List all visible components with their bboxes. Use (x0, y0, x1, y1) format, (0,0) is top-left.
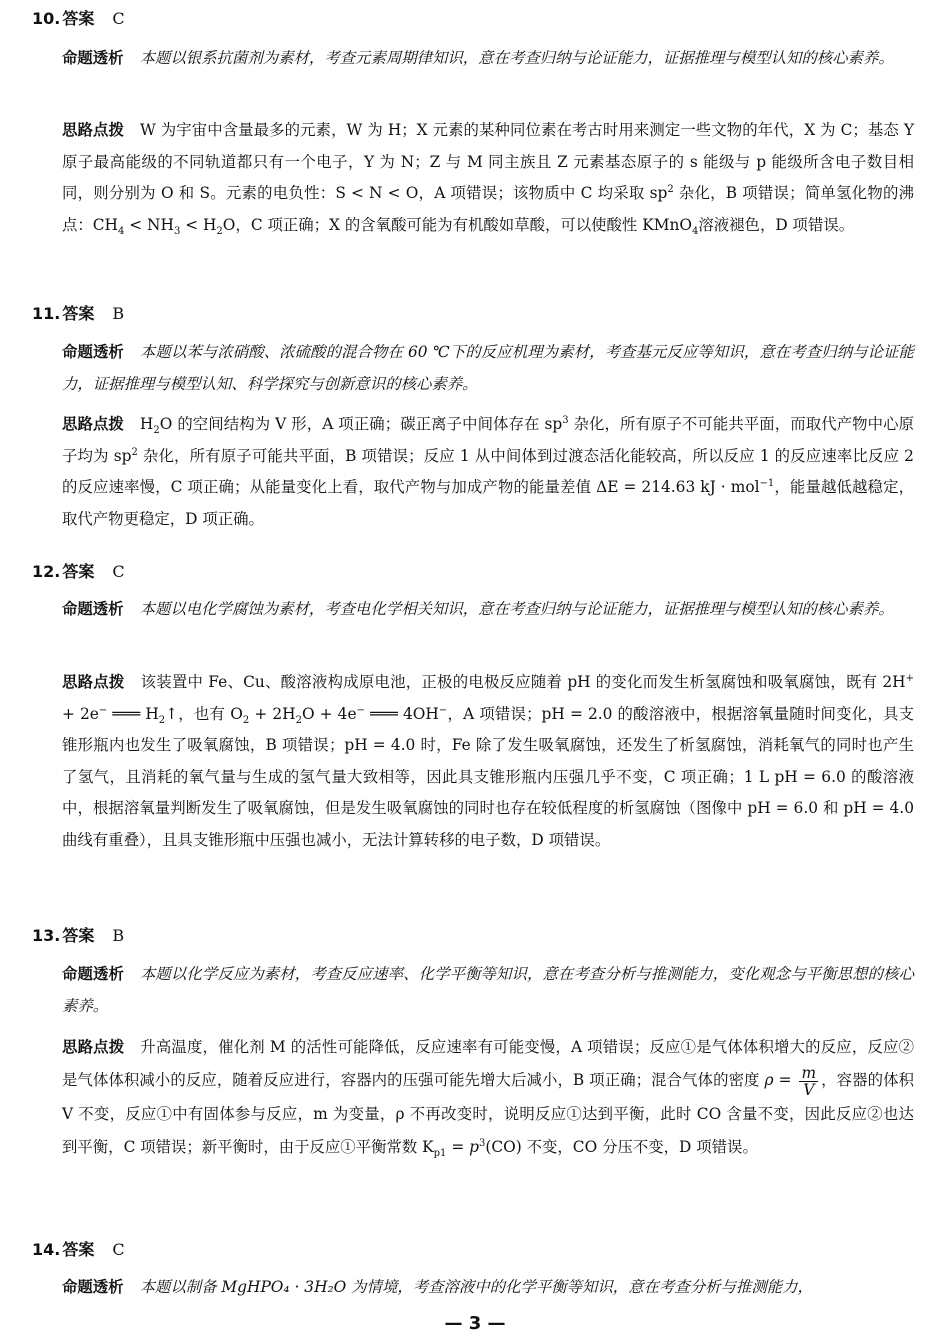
q11-silu: 思路点拨 $H_2O$ 的空间结构为 V 形，A 项正确；碳正离子中间体存在 $sp^3$ 杂化，所有原子不可能共平面，而取代产物中心原子均为 $sp^2$ 杂化，所有原子可能共平面，B 项错误；反应 1 从中间体到过渡态活化能较高，所以反应 1 的反应速率比反应 2 的反应速率慢，C 项正确；从能量变化上看，取代产物与加成产物的能量差值 ΔE = 214.63 kJ · mol$^{-1}$，能量越低越稳定，取代产物更稳定，D 项正确。 (62, 414, 914, 528)
q13-answer: B (112, 926, 125, 945)
density-fraction: $\frac{m}{V}$ (801, 1063, 817, 1099)
q13-toushi (62, 959, 914, 1022)
q11-silu-text-4: ，能量越低越稳定，取代产物更稳定，D 项正确。 (62, 478, 914, 528)
q11-toushi-label: 命题透析 (62, 343, 124, 361)
q12-heading (32, 562, 125, 582)
q14-toushi-text: 本题以制备 MgHPO₄ · 3H₂O 为情境，考查溶液中的化学平衡等知识，意在考查分析与推测能力， (139, 1278, 813, 1296)
q14-toushi (62, 1272, 914, 1304)
q12-silu-text-1: 该装置中 Fe、Cu、酸溶液构成原电池，正极的电极反应随着 pH 的变化而发生析氢腐蚀和吸氧腐蚀，既有 2H (140, 673, 906, 691)
q11-answer: B (112, 304, 125, 323)
q10-answer: C (112, 9, 125, 28)
q10-toushi-label: 命题透析 (62, 49, 124, 67)
q13-silu: 思路点拨 升高温度，催化剂 M 的活性可能降低，反应速率有可能变慢，A 项错误；反应①是气体体积增大的反应，反应②是气体体积减小的反应，随着反应进行，容器内的压强可能先增大后减小，B 项正确；混合气体的密度 ρ = $\frac{m}{V}$ ，容器的体积 V 不变，反应①中有固体参与反应，m 为变量，ρ 不再改变时，说明反应①达到平衡，此时 CO 含量不变，因此反应②也达到平衡，C 项错误；新平衡时，由于反应①平衡常数 $K_{p1} = p^3(CO)$ 不变，CO 分压不变，D 项错误。 (62, 1038, 914, 1159)
q11-heading (32, 304, 124, 324)
q10-silu-label: 思路点拨 (62, 121, 124, 139)
q14-toushi-label: 命题透析 (62, 1278, 124, 1296)
q12-silu: 思路点拨 该装置中 Fe、Cu、酸溶液构成原电池，正极的电极反应随着 pH 的变化而发生析氢腐蚀和吸氧腐蚀，既有 2H+ + 2e− ═══ $H_2↑$，也有 $O_2 + 2H_2O + 4e^-$ ═══ 4OH−，A 项错误；pH = 2.0 的酸溶液中，根据溶氧量随时间变化，具支锥形瓶内也发生了吸氧腐蚀，B 项错误；pH = 4.0 时，Fe 除了发生吸氧腐蚀，还发生了析氢腐蚀，消耗氧气的同时也产生了氢气，且消耗的氧气量与生成的氢气量大致相等，因此具支锥形瓶内压强几乎不变，C 项正确；1 L pH = 6.0 的酸溶液中，根据溶氧量判断发生了吸氧腐蚀，但是发生吸氧腐蚀的同时也存在较低程度的析氢腐蚀（图像中 pH = 6.0 和 pH = 4.0 曲线有重叠），且具支锥形瓶中压强也减小，无法计算转移的电子数，D 项错误。 (62, 672, 914, 849)
q10-silu-text-2: 杂化，B 项错误；简单氢化物的沸点：CH (62, 184, 914, 234)
q13-silu-label: 思路点拨 (62, 1038, 125, 1056)
q11-answer-label: 答案 (62, 304, 95, 323)
q12-toushi (62, 594, 914, 626)
q13-toushi-label: 命题透析 (62, 965, 124, 983)
q12-toushi-text: 本题以电化学腐蚀为素材，考查电化学相关知识，意在考查归纳与论证能力，证据推理与模型认知的核心素养。 (139, 600, 894, 618)
q10-number: 10. (32, 9, 61, 28)
q11-silu-text-1: O 的空间结构为 V 形，A 项正确；碳正离子中间体存在 sp (159, 415, 563, 433)
q12-answer: C (112, 562, 125, 581)
q13-heading (32, 926, 124, 946)
q14-answer: C (112, 1240, 125, 1259)
q10-heading (32, 9, 125, 29)
q10-silu-text-3: ，C 项正确；X 的含氧酸可能为有机酸如草酸，可以使酸性 KMnO (235, 215, 692, 234)
q11-number: 11. (32, 304, 61, 323)
q14-answer-label: 答案 (62, 1240, 95, 1259)
q10-answer-label: 答案 (62, 9, 95, 28)
q12-number: 12. (32, 562, 61, 581)
q12-toushi-label: 命题透析 (62, 600, 124, 618)
q10-silu: 思路点拨 W 为宇宙中含量最多的元素，W 为 H；X 元素的某种同位素在考古时用来测定一些文物的年代，X 为 C；基态 Y 原子最高能级的不同轨道都只有一个电子，Y 为 N；Z 与 M 同主族且 Z 元素基态原子的 s 能级与 p 能级所含电子数目相同，则分别为 O 和 S。元素的电负性：S < N < O，A 项错误；该物质中 C 均采取 $sp^2$ 杂化，B 项错误；简单氢化物的沸点：$CH_4 < NH_3 < H_2O$，C 项正确；X 的含氧酸可能为有机酸如草酸，可以使酸性 KMnO$_4$溶液褪色，D 项错误。 (62, 121, 914, 237)
q11-toushi (62, 337, 914, 400)
q13-silu-text-1: 升高温度，催化剂 M 的活性可能降低，反应速率有可能变慢，A 项错误；反应①是气体体积增大的反应，反应②是气体体积减小的反应，随着反应进行，容器内的压强可能先增大后减小，B 项正确；混合气体的密度 (62, 1038, 914, 1089)
q11-toushi-text: 本题以苯与浓硝酸、浓硫酸的混合物在 60 ℃下的反应机理为素材，考查基元反应等知识，意在考查归纳与论证能力，证据推理与模型认知、科学探究与创新意识的核心素养。 (62, 343, 914, 393)
q10-silu-text-1: W 为宇宙中含量最多的元素，W 为 H；X 元素的某种同位素在考古时用来测定一些文物的年代，X 为 C；基态 Y 原子最高能级的不同轨道都只有一个电子，Y 为 N；Z 与 M 同主族且 Z 元素基态原子的 s 能级与 p 能级所含电子数目相同，则分别为 O 和 S。元素的电负性：S < N < O，A 项错误；该物质中 C 均采取 sp (62, 121, 914, 202)
q11-silu-label: 思路点拨 (62, 415, 124, 433)
q10-silu-text-4: 溶液褪色，D 项错误。 (698, 215, 855, 234)
page-number: — 3 — (444, 1313, 506, 1334)
q12-silu-text-2: ，A 项错误；pH = 2.0 的酸溶液中，根据溶氧量随时间变化，具支锥形瓶内也发生了吸氧腐蚀，B 项错误；pH = 4.0 时，Fe 除了发生吸氧腐蚀，还发生了析氢腐蚀，消耗氧气的同时也产生了氢气，且消耗的氧气量与生成的氢气量大致相等，因此具支锥形瓶内压强几乎不变，C 项正确；1 L pH = 6.0 的酸溶液中，根据溶氧量判断发生了吸氧腐蚀，但是发生吸氧腐蚀的同时也存在较低程度的析氢腐蚀（图像中 pH = 6.0 和 pH = 4.0 曲线有重叠），且具支锥形瓶中压强也减小，无法计算转移的电子数，D 项错误。 (62, 704, 914, 849)
q12-silu-label: 思路点拨 (62, 673, 125, 691)
q14-heading (32, 1240, 125, 1260)
q11-silu-text-3: 杂化，所有原子可能共平面，B 项错误；反应 1 从中间体到过渡态活化能较高，所以反应 1 的反应速率比反应 2 的反应速率慢，C 项正确；从能量变化上看，取代产物与加成产物的能量差值 ΔE = 214.63 kJ · mol (62, 446, 914, 496)
q10-toushi-text: 本题以银系抗菌剂为素材，考查元素周期律知识，意在考查归纳与论证能力，证据推理与模型认知的核心素养。 (139, 49, 894, 67)
q14-number: 14. (32, 1240, 61, 1259)
q11-silu-text-2: 杂化，所有原子不可能共平面，而取代产物中心原子均为 sp (62, 415, 914, 465)
q13-silu-text-3: (CO) 不变，CO 分压不变，D 项错误。 (485, 1137, 758, 1156)
q13-silu-text-2: ，容器的体积 V 不变，反应①中有固体参与反应，m 为变量，ρ 不再改变时，说明反应①达到平衡，此时 CO 含量不变，因此反应②也达到平衡，C 项错误；新平衡时，由于反应①平衡常数 K (62, 1071, 914, 1156)
q13-toushi-text: 本题以化学反应为素材，考查反应速率、化学平衡等知识，意在考查分析与推测能力，变化观念与平衡思想的核心素养。 (62, 965, 914, 1015)
q12-answer-label: 答案 (62, 562, 95, 581)
q10-toushi (62, 43, 914, 75)
q13-answer-label: 答案 (62, 926, 95, 945)
q13-number: 13. (32, 926, 61, 945)
